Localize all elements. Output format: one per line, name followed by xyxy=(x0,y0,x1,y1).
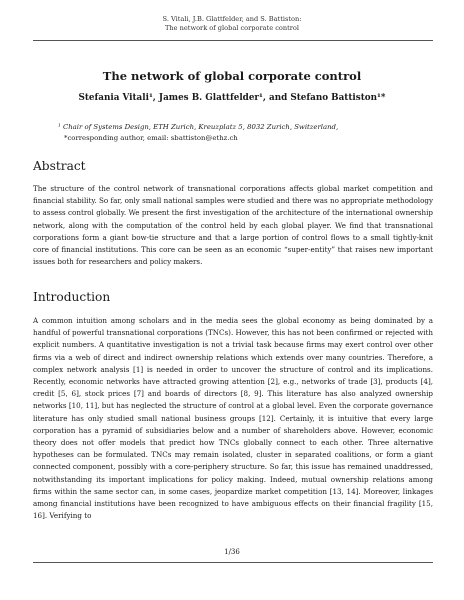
paper-title: The network of global corporate control xyxy=(102,69,362,83)
introduction-text: A common intuition among scholars and in the media sees the global economy as being dominated by a handful of powerful transnational corporations (TNCs). However, this has not been confirmed or rejected with explicit numbers. A quantitative investigation is not a trivial task because firms may exert control over other firms via a web of direct and indirect ownership relations which extends over many countries. Therefore, a complex network analysis [1] is needed in order to uncover the structure of control and its implications. Recently, economic networks have attracted growing attention [2], e.g., networks of trade [3], products [4], credit [5, 6], stock prices [7] and boards of directors [8, 9]. This literature has also analyzed ownership networks [10, 11], but has neglected the structure of control at a global level. Even the corporate governance literature has only studied small national business groups [12]. Certainly, it is intuitive that every large corporation has a pyramid of subsidiaries below and a number of shareholders above. However, economic theory does not offer models that predict how TNCs globally connect to each other. Three alternative hypotheses can be formulated. TNCs may remain isolated, cluster in separated coalitions, or form a giant connected component, possibly with a core-periphery structure. So far, this issue has remained unaddressed, notwithstanding its important implications for policy making. Indeed, mutual ownership relations among firms within the same sector can, in some cases, jeopardize market competition [13, 14]. Moreover, linkages among financial institutions have been recognized to have ambiguous effects on their financial fragility [15, 16]. Verifying to xyxy=(33,316,433,521)
running-head-title: The network of global corporate control xyxy=(165,24,299,32)
affiliation-address: ¹ Chair of Systems Design, ETH Zurich, Kreuzplatz 5, 8032 Zurich, Switzerland, xyxy=(58,123,339,131)
abstract-text: The structure of the control network of transnational corporations affects global market competition and financial stability. So far, only small national samples were studied and there was no appropriate methodology to assess control globally. We present the first investigation of the architecture of the international ownership network, along with the computation of the control held by each global player. We find that transnational corporations form a giant bow-tie structure and that a large portion of control flows to a small tightly-knit core of financial institutions. This core can be seen as an economic “super-entity” that raises new important issues both for researchers and policy makers. xyxy=(33,184,433,267)
running-head xyxy=(0,15,464,33)
author-list: Stefania Vitali¹, James B. Glattfelder¹, and Stefano Battiston¹* xyxy=(78,93,386,103)
footer-rule xyxy=(33,562,433,563)
page-number: 1/36 xyxy=(224,548,240,556)
abstract-heading: Abstract xyxy=(33,159,86,173)
header-rule xyxy=(33,40,433,41)
running-head-authors: S. Vitali, J.B. Glattfelder, and S. Battiston: xyxy=(162,15,302,23)
affiliation xyxy=(58,122,438,144)
corresponding-author: *corresponding author, email: sbattiston@ethz.ch xyxy=(64,134,238,142)
introduction-heading: Introduction xyxy=(33,290,111,304)
